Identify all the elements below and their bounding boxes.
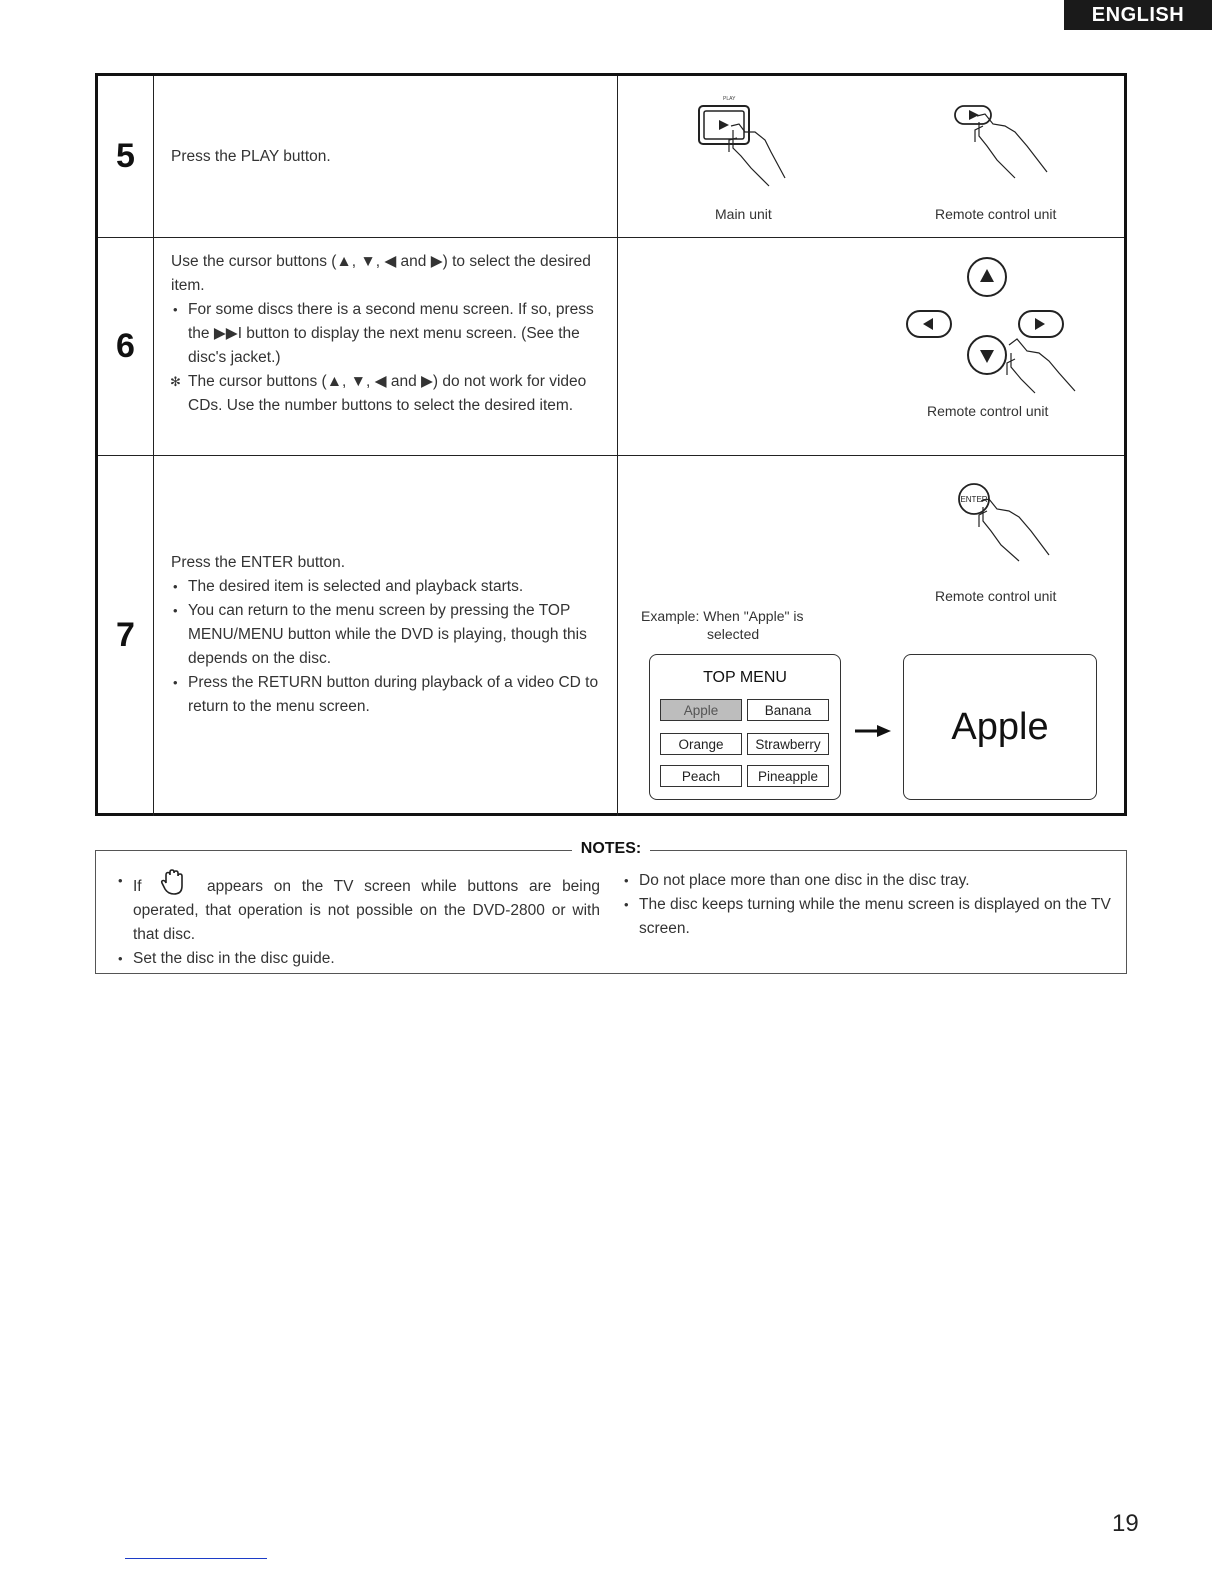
example-caption: Example: When "Apple" is (641, 608, 804, 624)
footer-link-line (125, 1558, 267, 1559)
remote-caption: Remote control unit (927, 403, 1049, 419)
menu-item-banana[interactable]: Banana (747, 699, 829, 721)
menu-item-pineapple[interactable]: Pineapple (747, 765, 829, 787)
step-instruction: Press the ENTER button. (171, 554, 346, 571)
step-5-row (98, 76, 1124, 238)
step-illustration (619, 237, 1124, 455)
menu-item-apple[interactable]: Apple (660, 699, 742, 721)
remote-cursor-buttons-illustration (899, 255, 1089, 395)
arrow-right-icon (853, 723, 893, 739)
step-6-row (98, 237, 1124, 456)
step-instruction: Use the cursor buttons (▲, ▼, ◀ and ▶) to select the desired item. (171, 253, 591, 294)
step-number: 6 (98, 237, 154, 455)
notes-title: NOTES: (572, 840, 650, 858)
step-illustration (619, 455, 1124, 816)
step-number: 7 (98, 455, 154, 816)
note-item: • Do not place more than one disc in the disc tray. (622, 869, 1112, 893)
note-text: appears on the TV screen while buttons are being operated, that operation is not possible on the DVD-2800 or with that disc. (133, 878, 600, 943)
step-bullet: • You can return to the menu screen by pressing the TOP MENU/MENU button while the DVD is playing, though this depends on the disc. (171, 599, 601, 671)
menu-item-peach[interactable]: Peach (660, 765, 742, 787)
note-prefix: If (133, 878, 142, 895)
step-bullet: • The desired item is selected and playback starts. (171, 575, 601, 599)
note-item: • Set the disc in the disc guide. (116, 947, 600, 971)
step-text-cell (154, 237, 618, 455)
top-menu-title: TOP MENU (703, 669, 787, 686)
language-tab: ENGLISH (1064, 0, 1212, 30)
notes-left-column (116, 869, 600, 971)
svg-text:PLAY: PLAY (723, 96, 736, 102)
result-screen (903, 654, 1097, 800)
remote-play-button-illustration (949, 102, 1079, 202)
remote-caption: Remote control unit (935, 588, 1057, 604)
menu-item-strawberry[interactable]: Strawberry (747, 733, 829, 755)
page-number: 19 (1112, 1510, 1139, 1537)
step-text-cell (154, 76, 618, 237)
step-star-note: ✻ The cursor buttons (▲, ▼, ◀ and ▶) do not work for video CDs. Use the number buttons to select the desired item. (171, 370, 601, 418)
svg-text:ENTER: ENTER (960, 495, 988, 504)
remote-caption: Remote control unit (935, 206, 1057, 222)
step-bullet: • For some discs there is a second menu screen. If so, press the ▶▶I button to display the next menu screen. (See the disc's jacket.) (171, 298, 601, 370)
prohibited-hand-icon (160, 869, 186, 897)
notes-right-column (622, 869, 1112, 941)
top-menu-screen (649, 654, 841, 800)
main-unit-caption: Main unit (715, 206, 772, 222)
note-item (116, 869, 600, 947)
step-7-row (98, 455, 1124, 816)
main-unit-play-button-illustration (689, 94, 809, 204)
remote-enter-button-illustration (955, 481, 1075, 581)
example-caption-line2: selected (707, 626, 760, 642)
step-text-cell (154, 455, 618, 816)
step-bullet: • Press the RETURN button during playback of a video CD to return to the menu screen. (171, 671, 601, 719)
result-screen-text: Apple (951, 705, 1049, 748)
menu-item-orange[interactable]: Orange (660, 733, 742, 755)
note-item: • The disc keeps turning while the menu screen is displayed on the TV screen. (622, 893, 1112, 941)
steps-table (95, 73, 1127, 816)
step-number: 5 (98, 76, 154, 237)
step-instruction: Press the PLAY button. (171, 148, 331, 165)
step-illustration (619, 76, 1124, 237)
